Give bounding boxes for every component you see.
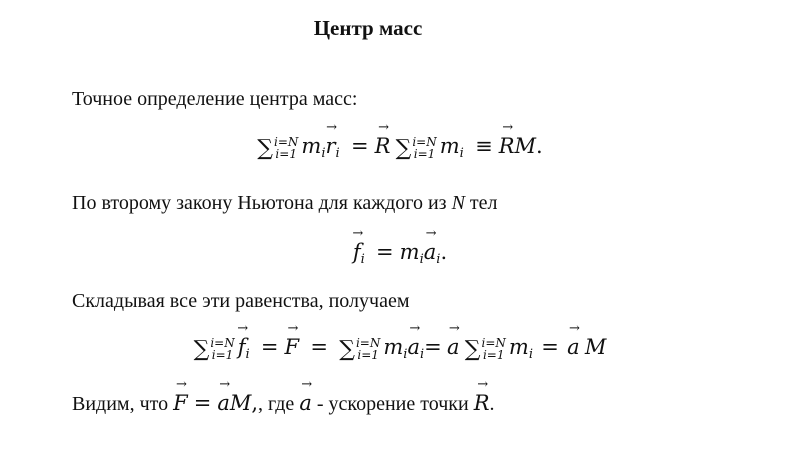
sum-upper-limit: i=N	[412, 135, 437, 150]
equals-sign: =	[350, 134, 369, 158]
mass-symbol: m	[508, 335, 529, 359]
comma: ,	[251, 391, 259, 415]
sum-operator	[339, 337, 380, 362]
center-vector-R: → R	[375, 134, 391, 158]
sum-operator	[465, 337, 506, 362]
mass-symbol: m	[383, 335, 404, 359]
conclusion-end: .	[489, 393, 495, 415]
sigma-symbol: ∑	[339, 336, 355, 362]
center-vector-R: → R	[499, 134, 515, 158]
formula-newton-second-law	[0, 240, 800, 267]
slide-title: Центр масс	[313, 16, 423, 40]
sigma-symbol: ∑	[464, 336, 481, 362]
equals-sign: =	[424, 335, 442, 359]
sum-upper-limit: i=N	[210, 336, 235, 351]
force-vector-f: → f	[238, 335, 246, 359]
sum-limits	[412, 136, 436, 160]
sigma-symbol: ∑	[395, 135, 412, 161]
sum-limits	[482, 337, 506, 361]
equals-sign: =	[193, 391, 212, 415]
sum-limits	[356, 337, 380, 361]
index-subscript: i	[360, 252, 365, 267]
acceleration-vector-a: → a	[424, 240, 437, 264]
mass-symbol: m	[301, 134, 322, 158]
total-force-vector-F: → F	[285, 335, 300, 359]
total-mass-M: M	[514, 134, 537, 158]
acceleration-vector-a: → a	[299, 391, 312, 415]
equals-sign: =	[376, 240, 394, 264]
index-subscript: i	[528, 347, 533, 362]
equals-sign: =	[260, 335, 279, 359]
sum-lower-limit: i=1	[357, 348, 379, 363]
acceleration-vector-a: → a	[407, 335, 420, 359]
formula-center-of-mass-definition	[0, 134, 800, 161]
total-mass-M: M	[584, 335, 607, 359]
index-subscript: i	[419, 252, 424, 267]
sum-upper-limit: i=N	[273, 135, 299, 150]
summing-text: Складывая все эти равенства, получаем	[72, 290, 410, 312]
acceleration-vector-a: → a	[447, 335, 460, 359]
total-mass-M: M	[229, 391, 252, 415]
conclusion-middle: , где	[258, 393, 300, 415]
sum-lower-limit: i=1	[413, 147, 436, 162]
mass-symbol: m	[439, 134, 460, 158]
period: .	[440, 240, 448, 264]
sum-operator	[396, 136, 437, 161]
acceleration-vector-a: → a	[567, 335, 580, 359]
equals-sign: =	[310, 335, 328, 359]
radius-vector-r: → r	[325, 134, 335, 158]
force-vector-f: → f	[353, 240, 361, 264]
sum-operator	[257, 136, 298, 161]
newton-symbol-N: N	[451, 192, 465, 214]
acceleration-vector-a: → a	[217, 391, 230, 415]
formula-3-body	[194, 335, 607, 362]
intro-text: Точное определение центра масс:	[72, 88, 358, 110]
period: .	[536, 134, 543, 158]
index-subscript: i	[321, 146, 326, 161]
conclusion-text	[72, 391, 495, 416]
formula-summed-forces	[0, 335, 800, 362]
index-subscript: i	[245, 347, 250, 362]
sum-upper-limit: i=N	[481, 336, 506, 351]
center-vector-R: → R	[474, 391, 490, 415]
sum-lower-limit: i=1	[275, 147, 297, 162]
index-subscript: i	[335, 146, 340, 161]
newton-text-a: По второму закону Ньютона для каждого из	[72, 192, 452, 214]
formula-2-body	[353, 240, 447, 267]
mass-symbol: m	[399, 240, 420, 264]
index-subscript: i	[419, 347, 425, 362]
sum-operator	[194, 337, 235, 362]
newton-text	[72, 192, 498, 215]
newton-text-b: тел	[464, 192, 498, 214]
sigma-symbol: ∑	[193, 336, 210, 362]
equiv-sign: ≡	[475, 134, 493, 158]
sum-upper-limit: i=N	[355, 336, 381, 351]
sum-limits	[274, 136, 298, 160]
index-subscript: i	[459, 146, 464, 161]
conclusion-suffix: - ускорение точки	[311, 393, 474, 415]
formula-1-body	[257, 134, 542, 161]
index-subscript: i	[403, 347, 408, 362]
sum-lower-limit: i=1	[211, 348, 234, 363]
conclusion-prefix: Видим, что	[72, 393, 174, 415]
sum-limits	[210, 337, 234, 361]
total-force-vector-F: → F	[173, 391, 188, 415]
sigma-symbol: ∑	[257, 135, 273, 161]
equals-sign: =	[541, 335, 559, 359]
index-subscript: i	[436, 252, 441, 267]
sum-lower-limit: i=1	[482, 348, 505, 363]
